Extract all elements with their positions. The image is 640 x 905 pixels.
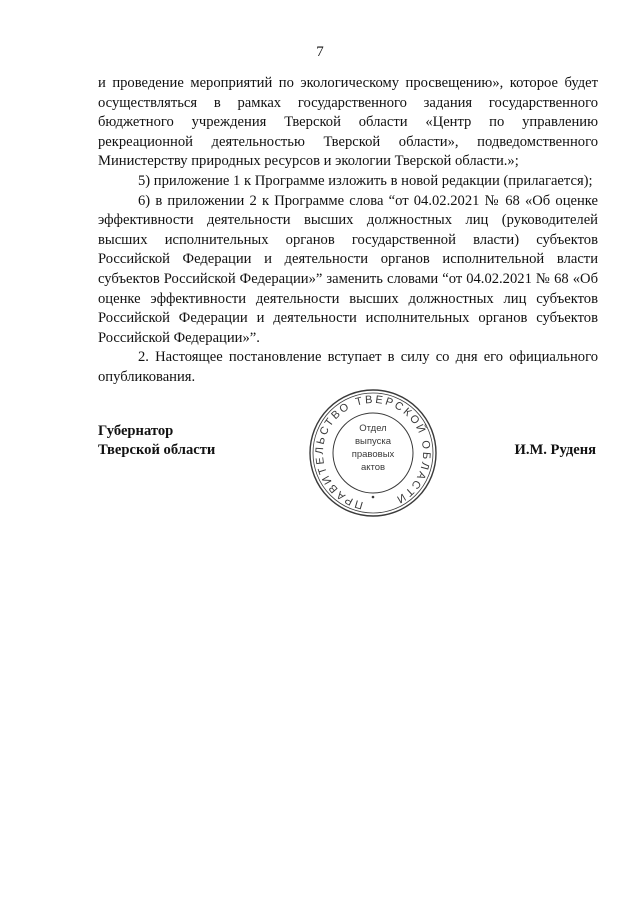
- official-stamp: [306, 386, 440, 520]
- page-number: 7: [316, 44, 324, 60]
- signature-title-line1: Губернатор: [98, 423, 174, 439]
- paragraph-clause-2: 2. Настоящее постановление вступает в силу со дня его официального опубликования.: [98, 349, 598, 385]
- stamp-ring-text: ПРАВИТЕЛЬСТВО ТВЕРСКОЙ ОБЛАСТИ: [313, 393, 433, 512]
- paragraph-continuation: и проведение мероприятий по экологическому просвещению», которое будет осуществляться в рамках государственного задания государственного бюджетного учреждения Тверской области «Центр по управлению рекреационной деятельностью Тверской области», подведомственного Министерству природных ресурсов и экологии Тверской области.»;: [98, 75, 598, 170]
- stamp-center-line3: правовых: [351, 449, 395, 460]
- stamp-dot: [372, 496, 375, 499]
- signature-title: [98, 422, 215, 460]
- paragraph-item-6: 6) в приложении 2 к Программе слова “от 04.02.2021 № 68 «Об оценке эффективности деятельности высших должностных лиц (руководителей высших исполнительных органов государственной власти) субъектов Российской Федерации и деятельности органов исполнительной власти субъектов Российской Федерации»” заменить словами “от 04.02.2021 № 68 «Об оценке эффективности деятельности высших должностных лиц субъектов Российской Федерации и деятельности исполнительных органов субъектов Российской Федерации»”.: [98, 192, 598, 346]
- document-body: [98, 74, 598, 388]
- signature-name: И.М. Руденя: [514, 442, 596, 458]
- stamp-center-line4: актов: [360, 462, 386, 473]
- signature-title-line2: Тверской области: [98, 442, 216, 458]
- stamp-center-line2: выпуска: [354, 436, 392, 447]
- stamp-center-line1: Отдел: [359, 423, 387, 434]
- paragraph-item-5: 5) приложение 1 к Программе изложить в новой редакции (прилагается);: [138, 172, 593, 189]
